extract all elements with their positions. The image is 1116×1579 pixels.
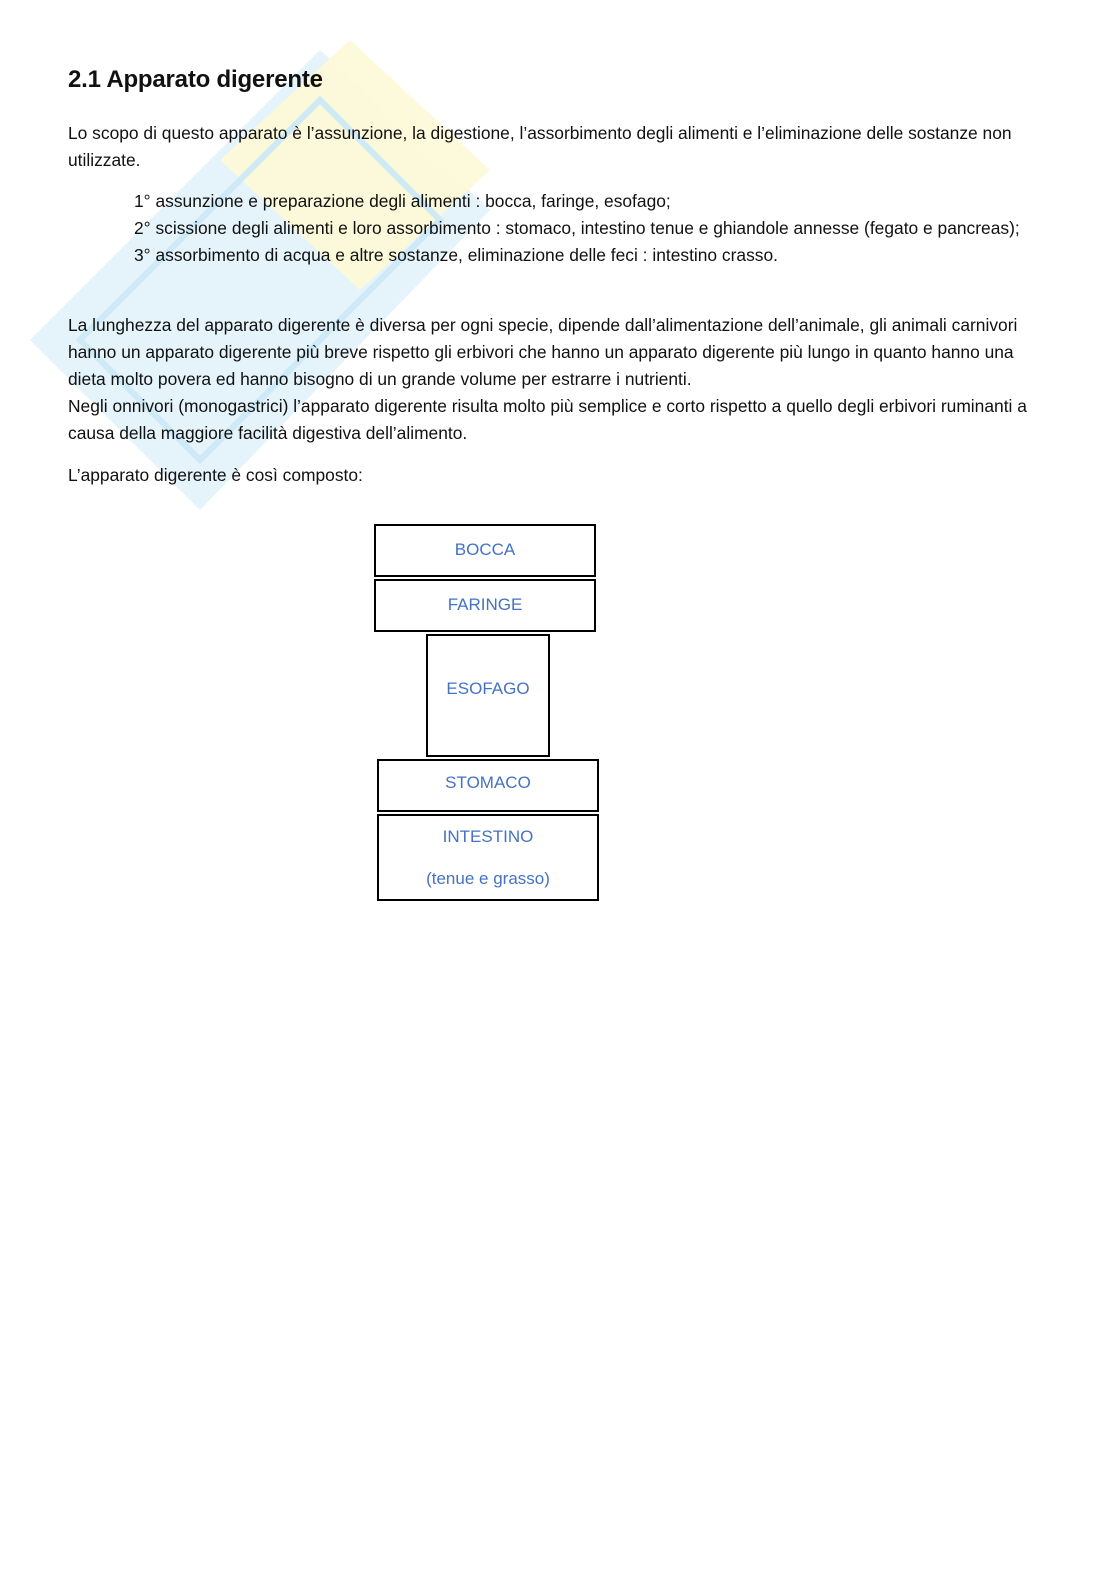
diagram-label-faringe: FARINGE — [447, 595, 523, 614]
omnivores-paragraph: Negli onnivori (monogastrici) l’apparato digerente risulta molto più semplice e corto rispetto a quello degli erbivori ruminanti a causa della maggiore facilità digestiva dell’alimento. — [68, 396, 1027, 443]
diagram-label-intestino: INTESTINO — [442, 827, 534, 846]
diagram-box-stomaco — [377, 759, 599, 812]
list-item: 2° scissione degli alimenti e loro assorbimento : stomaco, intestino tenue e ghiandole annesse (fegato e pancreas); — [134, 218, 1020, 238]
intro-paragraph: Lo scopo di questo apparato è l’assunzione, la digestione, l’assorbimento degli alimenti e l’eliminazione delle sostanze non utilizzate. — [68, 123, 1012, 170]
composition-paragraph: L’apparato digerente è così composto: — [68, 465, 363, 485]
watermark-logo — [20, 40, 500, 520]
length-paragraph: La lunghezza del apparato digerente è diversa per ogni specie, dipende dall’alimentazione dell’animale, gli animali carnivori hanno un apparato digerente più breve rispetto gli erbivori che hanno un apparato digerente più lungo in quanto hanno una dieta molto povera ed hanno bisogno di un grande volume per estrarre i nutrienti. — [68, 315, 1018, 389]
section-title: 2.1 Apparato digerente — [68, 66, 323, 93]
diagram-box-esofago — [426, 634, 550, 757]
phases-list — [134, 188, 1034, 269]
diagram-label-stomaco: STOMACO — [445, 773, 531, 792]
diagram-box-bocca — [374, 524, 596, 577]
list-item: 1° assunzione e preparazione degli alimenti : bocca, faringe, esofago; — [134, 191, 671, 211]
diagram-label-intestino-sub: (tenue e grasso) — [426, 869, 550, 888]
diagram-box-faringe — [374, 579, 596, 632]
diagram-box-intestino — [377, 814, 599, 901]
list-item: 3° assorbimento di acqua e altre sostanze, eliminazione delle feci : intestino crasso. — [134, 245, 778, 265]
diagram-label-esofago: ESOFAGO — [446, 679, 530, 698]
diagram-label-bocca: BOCCA — [454, 540, 516, 559]
